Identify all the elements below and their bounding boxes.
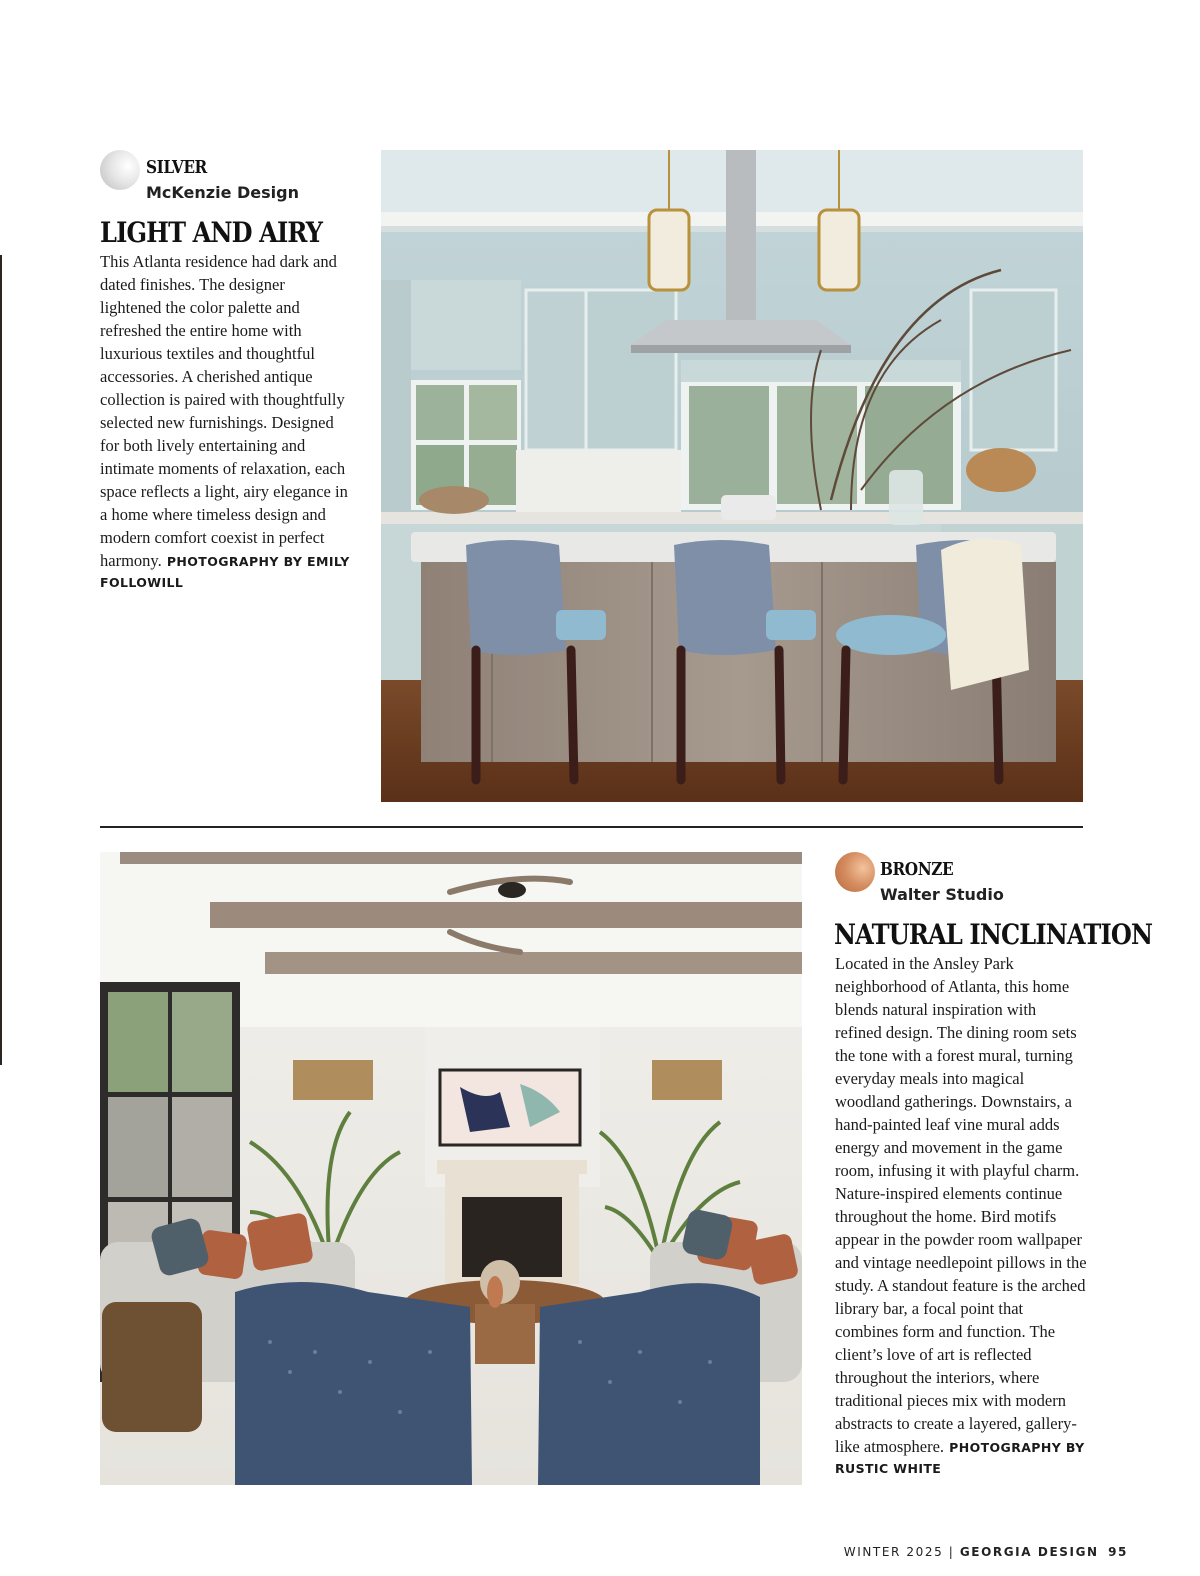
firm-name-silver: McKenzie Design: [146, 183, 299, 202]
page-number: 95: [1108, 1545, 1128, 1559]
award-tier-bronze: BRONZE: [880, 859, 954, 880]
section-divider: [100, 826, 1083, 828]
article-text-silver: [100, 250, 350, 591]
living-room-photo: [100, 852, 802, 1485]
body-text-silver: This Atlanta residence had dark and dated finishes. The designer lightened the color palette and refreshed the entire home with luxurious textiles and thoughtful accessories. A cherished antique collection is paired with thoughtfully selected new furnishings. Designed for both lively entertaining and intimate moments of relaxation, each space reflects a light, airy elegance in a home where timeless design and modern comfort coexist in perfect harmony.: [100, 252, 348, 570]
footer-separator: |: [948, 1545, 955, 1559]
page-edge-line: [0, 255, 2, 1065]
body-text-bronze: Located in the Ansley Park neighborhood of Atlanta, this home blends natural inspiration with refined design. The dining room sets the tone with a forest mural, turning everyday meals into magical woodland gatherings. Downstairs, a hand-painted leaf vine mural adds energy and movement in the game room, infusing it with playful charm. Nature-inspired elements continue throughout the home. Bird motifs appear in the powder room wallpaper and vintage needlepoint pillows in the study. A standout feature is the arched library bar, a focal point that combines form and function. The client’s love of art is reflected throughout the interiors, where traditional pieces mix with modern abstracts to create a layered, gallery-like atmosphere.: [835, 954, 1087, 1456]
headline-bronze: NATURAL INCLINATION: [834, 918, 1153, 951]
issue-label: WINTER 2025: [843, 1545, 944, 1559]
award-tier-silver: SILVER: [146, 157, 207, 178]
photo-credit-bronze: PHOTOGRAPHY BY RUSTIC WHITE: [835, 1440, 1085, 1476]
headline-silver: LIGHT AND AIRY: [100, 216, 323, 249]
firm-name-bronze: Walter Studio: [880, 885, 1004, 904]
article-text-bronze: [835, 952, 1087, 1477]
magazine-name: GEORGIA DESIGN: [959, 1545, 1099, 1559]
kitchen-photo: [381, 150, 1083, 802]
silver-medal-icon: [100, 150, 140, 190]
photo-credit-silver: PHOTOGRAPHY BY EMILY FOLLOWILL: [100, 554, 350, 590]
bronze-medal-icon: [835, 852, 875, 892]
page-footer: [844, 1545, 1128, 1559]
